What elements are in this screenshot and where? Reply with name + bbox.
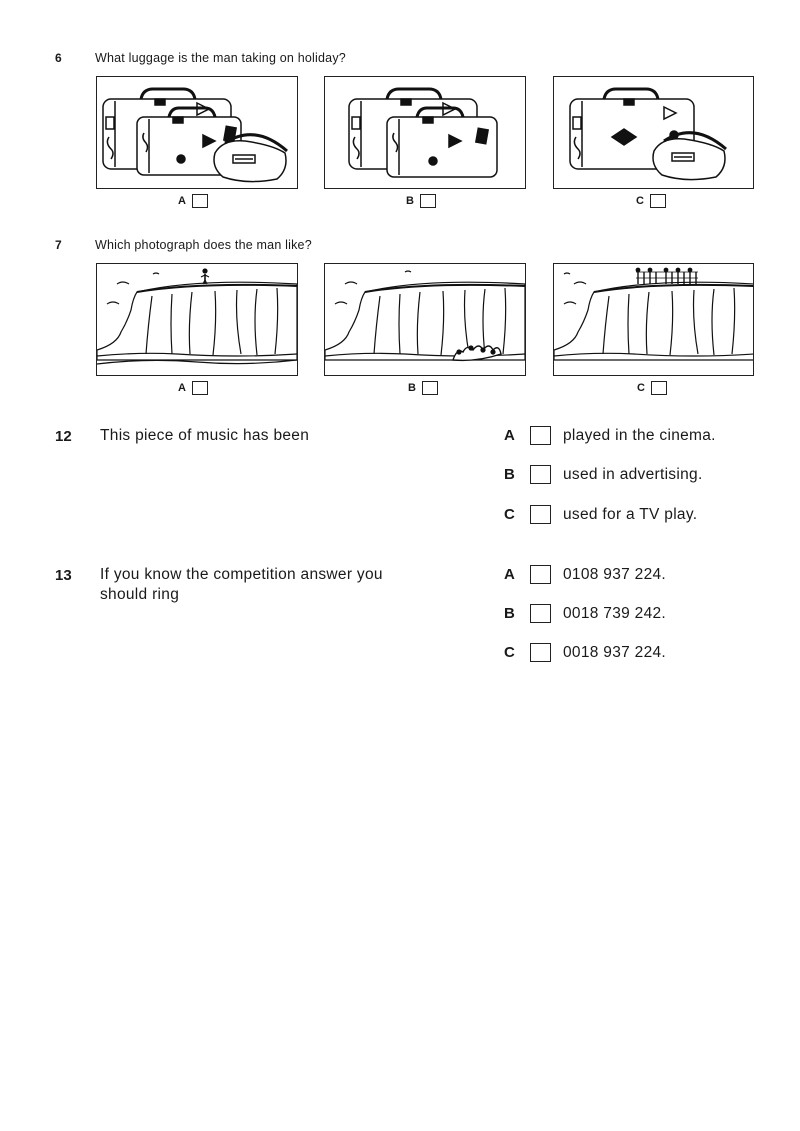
question-7-number: 7 [55,238,62,252]
q12-option-a-text: played in the cinema. [563,426,716,444]
suitcases-two-and-camera-bag-icon [97,77,297,188]
q12-option-c [504,505,697,524]
q7-option-a-checkbox[interactable] [192,381,208,395]
q6-option-b [406,194,436,208]
q12-option-b [504,465,703,484]
q13-option-a-checkbox[interactable] [530,565,551,584]
q6-option-a-checkbox[interactable] [192,194,208,208]
question-7-text: Which photograph does the man like? [95,238,312,252]
question-6-number: 6 [55,51,62,65]
q6-option-b-letter: B [406,195,414,207]
q6-picture-b[interactable] [324,76,526,189]
q6-option-c-letter: C [636,195,644,207]
q7-picture-c[interactable] [553,263,754,376]
q6-option-a [178,194,208,208]
q7-option-b-letter: B [408,382,416,394]
q13-option-a-letter: A [504,566,515,583]
q12-option-a-letter: A [504,427,515,444]
q13-option-c-checkbox[interactable] [530,643,551,662]
q6-picture-c[interactable] [553,76,754,189]
question-13-text-line2: should ring [100,586,180,603]
q7-option-b-checkbox[interactable] [422,381,438,395]
q12-option-b-letter: B [504,466,515,483]
cliff-with-group-on-top-icon [554,264,753,375]
q13-option-c-text: 0018 937 224. [563,643,667,661]
suitcases-two-icon [325,77,525,188]
q7-option-c [637,381,667,395]
q12-option-a [504,426,716,445]
question-6-text: What luggage is the man taking on holiday? [95,51,346,65]
q12-option-b-checkbox[interactable] [530,465,551,484]
q7-option-a-letter: A [178,382,186,394]
cliff-with-group-at-bottom-icon [325,264,525,375]
q7-option-c-checkbox[interactable] [651,381,667,395]
q7-picture-b[interactable] [324,263,526,376]
suitcase-and-camera-bag-icon [554,77,753,188]
q6-picture-a[interactable] [96,76,298,189]
q6-option-b-checkbox[interactable] [420,194,436,208]
q13-option-a [504,565,666,584]
q12-option-c-checkbox[interactable] [530,505,551,524]
q7-option-b [408,381,438,395]
q13-option-b [504,604,666,623]
q13-option-b-text: 0018 739 242. [563,604,667,622]
q13-option-a-text: 0108 937 224. [563,565,667,583]
q13-option-c-letter: C [504,644,515,661]
q13-option-b-letter: B [504,605,515,622]
q13-option-c [504,643,666,662]
q6-option-c-checkbox[interactable] [650,194,666,208]
q7-option-c-letter: C [637,382,645,394]
question-13-text-line1: If you know the competition answer you [100,566,383,583]
q12-option-c-letter: C [504,506,515,523]
q7-option-a [178,381,208,395]
q6-option-c [636,194,666,208]
q12-option-b-text: used in advertising. [563,465,703,483]
question-12-number: 12 [55,428,72,445]
q6-option-a-letter: A [178,195,186,207]
question-12-text: This piece of music has been [100,427,310,444]
question-13-number: 13 [55,567,72,584]
q12-option-a-checkbox[interactable] [530,426,551,445]
q13-option-b-checkbox[interactable] [530,604,551,623]
cliff-with-person-on-top-icon [97,264,297,375]
q7-picture-a[interactable] [96,263,298,376]
q12-option-c-text: used for a TV play. [563,505,698,523]
